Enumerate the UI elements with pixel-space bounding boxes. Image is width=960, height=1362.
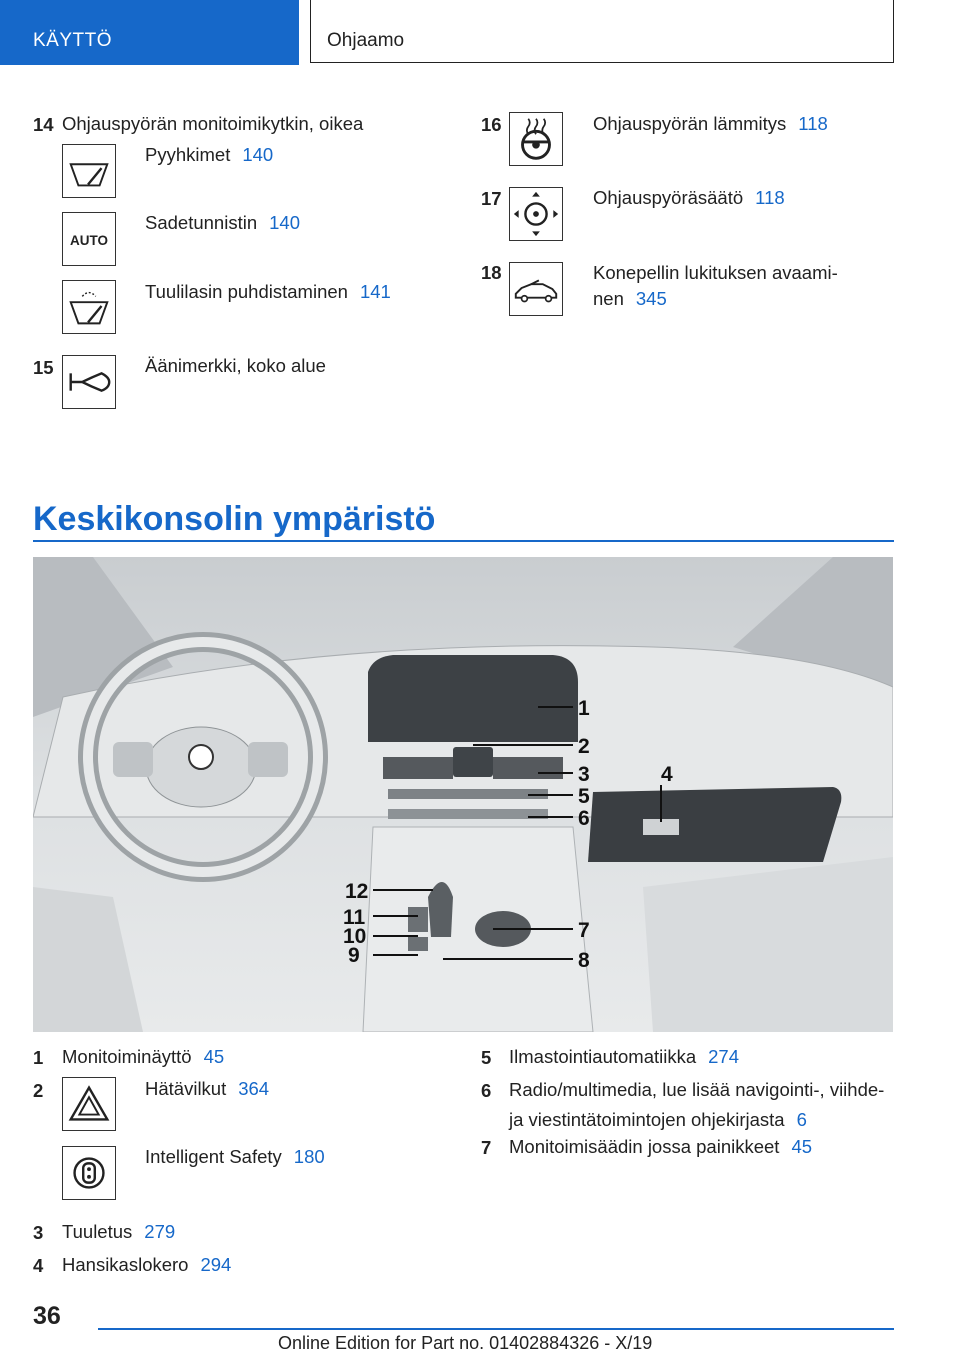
callout-label: 3 [578, 763, 590, 786]
callout-label: 6 [578, 807, 590, 830]
page-ref-link[interactable]: 118 [755, 187, 785, 208]
list-item [145, 1076, 269, 1102]
page-ref-link[interactable]: 45 [791, 1136, 813, 1157]
item-label-line1: Konepellin lukituksen avaami- [593, 262, 838, 283]
list-item [509, 1134, 812, 1160]
steering-adjust-icon [509, 187, 563, 241]
list-item [593, 185, 785, 211]
page-ref-link[interactable]: 274 [708, 1046, 740, 1067]
wiper-icon [62, 144, 116, 198]
item-number: 1 [33, 1047, 44, 1068]
callout-label: 10 [343, 925, 367, 948]
item-label: Intelligent Safety [145, 1146, 282, 1167]
item-label: Ohjauspyörän lämmitys [593, 113, 787, 134]
item-number: 18 [481, 262, 502, 283]
page-ref-link[interactable]: 118 [798, 113, 828, 134]
list-item [145, 210, 300, 236]
callout-label: 8 [578, 949, 590, 972]
item-label-line2: ja viestintätoimintojen ohjekirjasta [509, 1109, 785, 1130]
chapter-header [310, 0, 894, 63]
item-number: 4 [33, 1255, 44, 1276]
page-ref-link[interactable]: 141 [359, 281, 391, 302]
steering-heat-icon [509, 112, 563, 166]
list-item [62, 1044, 224, 1070]
page-ref-link[interactable]: 6 [796, 1109, 807, 1130]
list-item [145, 279, 391, 305]
item-label: Ohjauspyörän monitoimikytkin, oikea [62, 113, 364, 134]
item-label: Tuulilasin puhdistaminen [145, 281, 348, 302]
list-item [509, 1077, 884, 1133]
hazard-icon [62, 1077, 116, 1131]
item-number: 3 [33, 1222, 44, 1243]
auto-icon-text: AUTO [70, 232, 108, 248]
list-item [145, 142, 273, 168]
page-ref-link[interactable]: 364 [238, 1078, 270, 1099]
washer-icon [62, 280, 116, 334]
section-divider [33, 540, 894, 542]
item-label: Monitoiminäyttö [62, 1046, 192, 1067]
callout-label: 11 [343, 906, 366, 929]
auto-icon [62, 212, 116, 266]
chapter-title: Ohjaamo [327, 30, 405, 51]
item-number: 15 [33, 357, 54, 378]
item-label: Hätävilkut [145, 1078, 227, 1099]
footer-divider [98, 1328, 894, 1330]
footer-text: Online Edition for Part no. 01402884326 - X/19 [278, 1333, 653, 1353]
item-label: Äänimerkki, koko alue [145, 355, 326, 376]
page-ref-link[interactable]: 140 [269, 212, 300, 233]
section-title: Keskikonsolin ympäristö [33, 500, 436, 538]
list-item [62, 1219, 175, 1245]
page-ref-link[interactable]: 45 [203, 1046, 225, 1067]
item-label-line1: Radio/multimedia, lue lisää navigointi-, viihde- [509, 1079, 885, 1100]
callout-label: 2 [578, 735, 590, 758]
page-ref-link[interactable]: 180 [293, 1146, 325, 1167]
item-label: Monitoimisäädin jossa painikkeet [509, 1136, 780, 1157]
callout-label: 5 [578, 785, 590, 808]
intelligent-safety-icon [62, 1146, 116, 1200]
item-label: Hansikaslokero [62, 1254, 189, 1275]
item-label: Ohjauspyöräsäätö [593, 187, 744, 208]
list-item [145, 1144, 325, 1170]
item-number: 7 [481, 1137, 492, 1158]
page-ref-link[interactable]: 345 [635, 288, 667, 309]
callout-label: 4 [661, 763, 673, 786]
page-ref-link[interactable]: 140 [242, 144, 274, 165]
page-ref-link[interactable]: 279 [144, 1221, 176, 1242]
section-tab-label: KÄYTTÖ [33, 30, 113, 51]
item-label-line2: nen [593, 288, 624, 309]
item-number: 14 [33, 114, 54, 135]
list-item [62, 1252, 231, 1278]
callout-label: 9 [348, 944, 360, 967]
item-number: 16 [481, 114, 502, 135]
section-tab[interactable] [0, 0, 299, 65]
callout-label: 1 [578, 697, 590, 720]
cockpit-illustration [33, 557, 893, 1032]
item-label: Tuuletus [62, 1221, 133, 1242]
callout-label: 7 [578, 919, 590, 942]
list-item [593, 111, 828, 137]
page-number: 36 [33, 1302, 61, 1330]
horn-icon [62, 355, 116, 409]
list-item [509, 1044, 739, 1070]
hood-release-icon [509, 262, 563, 316]
item-number: 5 [481, 1047, 492, 1068]
page-ref-link[interactable]: 294 [200, 1254, 232, 1275]
item-label: Pyyhkimet [145, 144, 231, 165]
item-number: 17 [481, 188, 502, 209]
item-number: 6 [481, 1080, 492, 1101]
item-number: 2 [33, 1080, 44, 1101]
list-item [593, 260, 838, 312]
item-label: Ilmastointiautomatiikka [509, 1046, 697, 1067]
item-label: Sadetunnistin [145, 212, 258, 233]
callout-label: 12 [345, 880, 369, 903]
